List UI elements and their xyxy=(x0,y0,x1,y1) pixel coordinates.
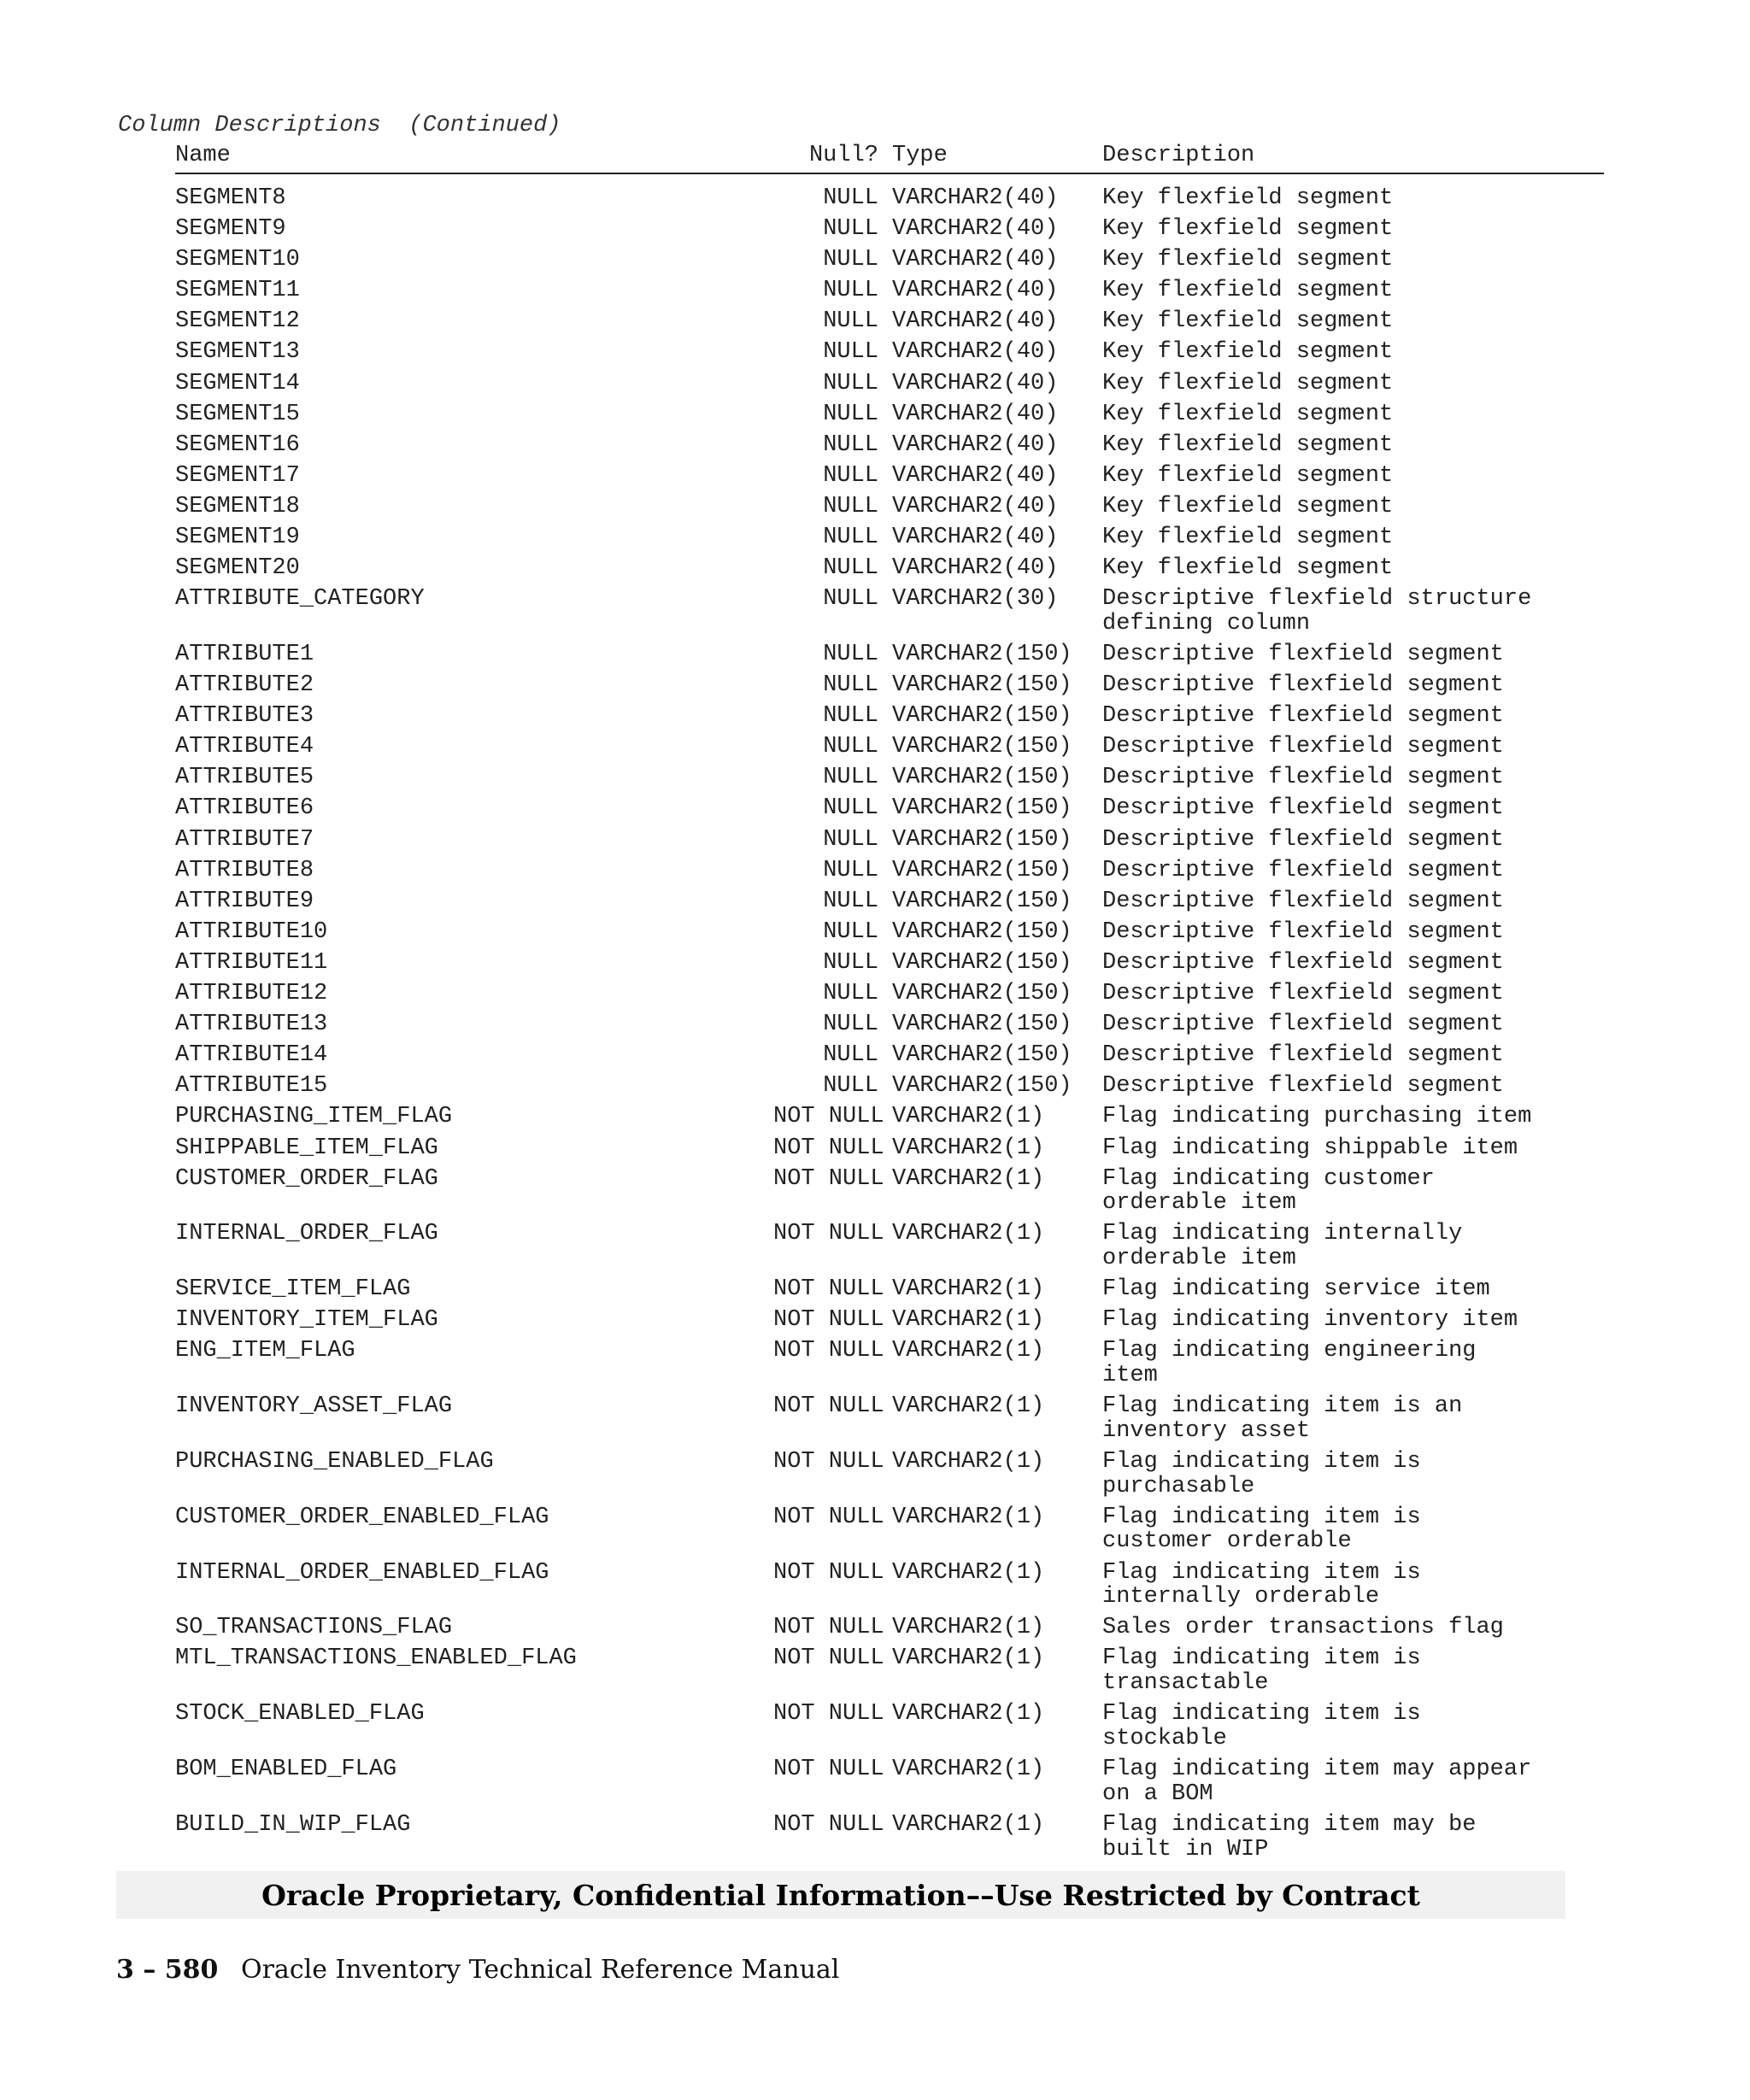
column-name: ENG_ITEM_FLAG xyxy=(175,1338,355,1364)
column-name: ATTRIBUTE7 xyxy=(175,826,314,853)
column-name: ATTRIBUTE4 xyxy=(175,734,314,760)
null-constraint: NULL xyxy=(823,734,878,760)
table-row xyxy=(175,673,1604,698)
null-constraint: NOT NULL xyxy=(773,1135,884,1161)
null-constraint: NULL xyxy=(823,586,878,613)
column-description: Key flexfield segment xyxy=(1102,278,1394,304)
data-type: VARCHAR2(1) xyxy=(892,1811,1045,1838)
column-name: SHIPPABLE_ITEM_FLAG xyxy=(175,1135,438,1161)
table-row xyxy=(175,828,1604,853)
column-name: SEGMENT9 xyxy=(175,216,286,243)
null-constraint: NOT NULL xyxy=(773,1811,884,1838)
data-type: VARCHAR2(40) xyxy=(892,216,1059,243)
column-name: CUSTOMER_ORDER_FLAG xyxy=(175,1165,438,1192)
null-constraint: NULL xyxy=(823,339,878,366)
column-name: SEGMENT11 xyxy=(175,278,300,304)
column-name: INVENTORY_ASSET_FLAG xyxy=(175,1393,453,1420)
table-row xyxy=(175,1074,1604,1099)
column-name: ATTRIBUTE13 xyxy=(175,1012,328,1038)
table-row xyxy=(175,1394,1604,1443)
column-name: SERVICE_ITEM_FLAG xyxy=(175,1276,411,1303)
data-type: VARCHAR2(1) xyxy=(892,1307,1045,1334)
column-description: Descriptive flexfield segment xyxy=(1102,918,1504,945)
null-constraint: NOT NULL xyxy=(773,1701,884,1728)
null-constraint: NOT NULL xyxy=(773,1615,884,1641)
null-constraint: NOT NULL xyxy=(773,1104,884,1130)
null-constraint: NULL xyxy=(823,981,878,1007)
data-type: VARCHAR2(1) xyxy=(892,1757,1045,1783)
column-name: ATTRIBUTE3 xyxy=(175,703,314,730)
column-name: ATTRIBUTE2 xyxy=(175,672,314,699)
column-description: Flag indicating item is purchasable xyxy=(1102,1448,1421,1499)
column-description: Descriptive flexfield segment xyxy=(1102,1042,1504,1069)
null-constraint: NULL xyxy=(823,703,878,730)
column-description: Key flexfield segment xyxy=(1102,493,1394,519)
null-constraint: NULL xyxy=(823,672,878,699)
column-name: MTL_TRANSACTIONS_ENABLED_FLAG xyxy=(175,1645,577,1672)
data-type: VARCHAR2(1) xyxy=(892,1165,1045,1192)
data-type: VARCHAR2(40) xyxy=(892,278,1059,304)
column-name: SEGMENT16 xyxy=(175,431,300,458)
column-name: SEGMENT8 xyxy=(175,185,286,211)
data-type: VARCHAR2(150) xyxy=(892,795,1072,822)
column-name: ATTRIBUTE5 xyxy=(175,765,314,791)
column-description: Descriptive flexfield structure defining column xyxy=(1102,586,1532,636)
null-constraint: NULL xyxy=(823,642,878,668)
data-type: VARCHAR2(1) xyxy=(892,1504,1045,1530)
null-constraint: NOT NULL xyxy=(773,1393,884,1420)
column-description: Flag indicating item may be built in WIP xyxy=(1102,1811,1477,1862)
data-type: VARCHAR2(1) xyxy=(892,1559,1045,1586)
column-description: Flag indicating item is internally orderable xyxy=(1102,1559,1421,1610)
null-constraint: NULL xyxy=(823,857,878,883)
table-body xyxy=(175,174,1604,1862)
column-description: Descriptive flexfield segment xyxy=(1102,703,1504,730)
column-description: Key flexfield segment xyxy=(1102,401,1394,427)
table-row xyxy=(175,340,1604,365)
column-name: SEGMENT13 xyxy=(175,339,300,366)
table-row xyxy=(175,402,1604,427)
null-constraint: NULL xyxy=(823,401,878,427)
column-description: Key flexfield segment xyxy=(1102,339,1394,366)
data-type: VARCHAR2(40) xyxy=(892,493,1059,519)
column-description: Flag indicating item is an inventory asset xyxy=(1102,1393,1463,1444)
column-name: PURCHASING_ITEM_FLAG xyxy=(175,1104,453,1130)
data-type: VARCHAR2(150) xyxy=(892,642,1072,668)
table-row xyxy=(175,1702,1604,1751)
null-constraint: NULL xyxy=(823,1073,878,1100)
null-constraint: NOT NULL xyxy=(773,1276,884,1303)
table-row xyxy=(175,1450,1604,1499)
table-row xyxy=(175,464,1604,489)
column-name: SEGMENT18 xyxy=(175,493,300,519)
column-name: SEGMENT19 xyxy=(175,525,300,551)
null-constraint: NULL xyxy=(823,949,878,976)
null-constraint: NOT NULL xyxy=(773,1645,884,1672)
column-description: Key flexfield segment xyxy=(1102,431,1394,458)
table-row xyxy=(175,642,1604,667)
column-description: Flag indicating item may appear on a BOM xyxy=(1102,1757,1532,1807)
data-type: VARCHAR2(150) xyxy=(892,672,1072,699)
column-name: INTERNAL_ORDER_ENABLED_FLAG xyxy=(175,1559,549,1586)
column-name: BUILD_IN_WIP_FLAG xyxy=(175,1811,411,1838)
table-row xyxy=(175,889,1604,914)
table-row xyxy=(175,1339,1604,1387)
table-row xyxy=(175,217,1604,242)
table-row xyxy=(175,1043,1604,1068)
column-description: Key flexfield segment xyxy=(1102,185,1394,211)
null-constraint: NOT NULL xyxy=(773,1448,884,1475)
header-null: Null? xyxy=(808,143,878,168)
column-description: Key flexfield segment xyxy=(1102,555,1394,582)
table-row xyxy=(175,433,1604,458)
null-constraint: NULL xyxy=(823,795,878,822)
data-type: VARCHAR2(40) xyxy=(892,339,1059,366)
data-type: VARCHAR2(150) xyxy=(892,703,1072,730)
data-type: VARCHAR2(1) xyxy=(892,1701,1045,1728)
header-description: Description xyxy=(1102,143,1255,168)
data-type: VARCHAR2(150) xyxy=(892,949,1072,976)
data-type: VARCHAR2(40) xyxy=(892,370,1059,396)
table-row xyxy=(175,372,1604,396)
page-footer xyxy=(116,1955,839,1985)
null-constraint: NULL xyxy=(823,1042,878,1069)
data-type: VARCHAR2(150) xyxy=(892,734,1072,760)
table-row xyxy=(175,1105,1604,1129)
data-type: VARCHAR2(1) xyxy=(892,1104,1045,1130)
column-name: ATTRIBUTE8 xyxy=(175,857,314,883)
column-name: PURCHASING_ENABLED_FLAG xyxy=(175,1448,494,1475)
data-type: VARCHAR2(150) xyxy=(892,857,1072,883)
table-row xyxy=(175,704,1604,729)
column-description: Descriptive flexfield segment xyxy=(1102,765,1504,791)
table-row xyxy=(175,766,1604,790)
null-constraint: NULL xyxy=(823,278,878,304)
column-name: SEGMENT20 xyxy=(175,555,300,582)
column-description: Key flexfield segment xyxy=(1102,370,1394,396)
table-row xyxy=(175,309,1604,334)
data-type: VARCHAR2(1) xyxy=(892,1615,1045,1641)
table-row xyxy=(175,1308,1604,1333)
header-type: Type xyxy=(892,143,948,168)
column-name: ATTRIBUTE10 xyxy=(175,918,328,945)
data-type: VARCHAR2(150) xyxy=(892,981,1072,1007)
data-type: VARCHAR2(30) xyxy=(892,586,1059,613)
column-description: Descriptive flexfield segment xyxy=(1102,672,1504,699)
column-name: ATTRIBUTE6 xyxy=(175,795,314,822)
table-row xyxy=(175,859,1604,883)
data-type: VARCHAR2(1) xyxy=(892,1338,1045,1364)
table-row xyxy=(175,1757,1604,1806)
data-type: VARCHAR2(40) xyxy=(892,555,1059,582)
null-constraint: NULL xyxy=(823,185,878,211)
table-row xyxy=(175,735,1604,760)
data-type: VARCHAR2(1) xyxy=(892,1448,1045,1475)
column-description: Flag indicating internally orderable item xyxy=(1102,1221,1463,1272)
data-type: VARCHAR2(40) xyxy=(892,247,1059,273)
data-type: VARCHAR2(150) xyxy=(892,1042,1072,1069)
column-description: Key flexfield segment xyxy=(1102,462,1394,489)
table-row xyxy=(175,248,1604,273)
column-description: Key flexfield segment xyxy=(1102,247,1394,273)
null-constraint: NOT NULL xyxy=(773,1221,884,1247)
header-name: Name xyxy=(175,143,231,168)
null-constraint: NULL xyxy=(823,370,878,396)
column-name: ATTRIBUTE15 xyxy=(175,1073,328,1100)
column-name: ATTRIBUTE_CATEGORY xyxy=(175,586,425,613)
manual-title: Oracle Inventory Technical Reference Manual xyxy=(241,1955,840,1985)
column-description: Descriptive flexfield segment xyxy=(1102,642,1504,668)
data-type: VARCHAR2(150) xyxy=(892,888,1072,914)
page-number: 3 – 580 xyxy=(116,1955,219,1985)
column-name: ATTRIBUTE9 xyxy=(175,888,314,914)
column-description: Flag indicating engineering item xyxy=(1102,1338,1477,1389)
column-name: CUSTOMER_ORDER_ENABLED_FLAG xyxy=(175,1504,549,1530)
data-type: VARCHAR2(150) xyxy=(892,765,1072,791)
table-row xyxy=(175,1167,1604,1216)
column-name: SO_TRANSACTIONS_FLAG xyxy=(175,1615,453,1641)
null-constraint: NOT NULL xyxy=(773,1307,884,1334)
data-type: VARCHAR2(1) xyxy=(892,1135,1045,1161)
column-description: Flag indicating item is stockable xyxy=(1102,1701,1421,1751)
column-description: Flag indicating shippable item xyxy=(1102,1135,1518,1161)
column-description: Descriptive flexfield segment xyxy=(1102,857,1504,883)
data-type: VARCHAR2(1) xyxy=(892,1221,1045,1247)
data-type: VARCHAR2(1) xyxy=(892,1645,1045,1672)
data-type: VARCHAR2(40) xyxy=(892,431,1059,458)
null-constraint: NULL xyxy=(823,1012,878,1038)
table-row xyxy=(175,796,1604,821)
column-name: ATTRIBUTE12 xyxy=(175,981,328,1007)
column-name: STOCK_ENABLED_FLAG xyxy=(175,1701,425,1728)
null-constraint: NULL xyxy=(823,888,878,914)
column-description: Flag indicating purchasing item xyxy=(1102,1104,1532,1130)
column-descriptions-table xyxy=(175,144,1604,1868)
column-name: ATTRIBUTE14 xyxy=(175,1042,328,1069)
null-constraint: NOT NULL xyxy=(773,1559,884,1586)
column-name: INTERNAL_ORDER_FLAG xyxy=(175,1221,438,1247)
table-row xyxy=(175,495,1604,519)
data-type: VARCHAR2(40) xyxy=(892,185,1059,211)
table-caption: Column Descriptions (Continued) xyxy=(118,113,561,138)
table-row xyxy=(175,1646,1604,1695)
column-name: SEGMENT17 xyxy=(175,462,300,489)
table-row xyxy=(175,186,1604,211)
table-row xyxy=(175,556,1604,581)
table-row xyxy=(175,525,1604,550)
column-description: Key flexfield segment xyxy=(1102,525,1394,551)
data-type: VARCHAR2(1) xyxy=(892,1276,1045,1303)
table-row xyxy=(175,1813,1604,1862)
table-row xyxy=(175,951,1604,976)
data-type: VARCHAR2(40) xyxy=(892,401,1059,427)
null-constraint: NULL xyxy=(823,525,878,551)
column-name: SEGMENT12 xyxy=(175,308,300,335)
table-row xyxy=(175,920,1604,945)
data-type: VARCHAR2(1) xyxy=(892,1393,1045,1420)
column-name: SEGMENT15 xyxy=(175,401,300,427)
table-row xyxy=(175,279,1604,303)
column-description: Descriptive flexfield segment xyxy=(1102,826,1504,853)
column-description: Descriptive flexfield segment xyxy=(1102,981,1504,1007)
column-name: SEGMENT10 xyxy=(175,247,300,273)
data-type: VARCHAR2(40) xyxy=(892,525,1059,551)
null-constraint: NULL xyxy=(823,918,878,945)
table-row xyxy=(175,1012,1604,1037)
data-type: VARCHAR2(150) xyxy=(892,918,1072,945)
table-row xyxy=(175,1561,1604,1610)
table-row xyxy=(175,1277,1604,1302)
table-row xyxy=(175,982,1604,1006)
column-name: ATTRIBUTE11 xyxy=(175,949,328,976)
column-description: Flag indicating customer orderable item xyxy=(1102,1165,1435,1217)
column-description: Descriptive flexfield segment xyxy=(1102,949,1504,976)
column-description: Sales order transactions flag xyxy=(1102,1615,1504,1641)
data-type: VARCHAR2(150) xyxy=(892,826,1072,853)
column-description: Descriptive flexfield segment xyxy=(1102,1012,1504,1038)
null-constraint: NOT NULL xyxy=(773,1757,884,1783)
null-constraint: NULL xyxy=(823,247,878,273)
column-description: Key flexfield segment xyxy=(1102,216,1394,243)
column-name: SEGMENT14 xyxy=(175,370,300,396)
null-constraint: NULL xyxy=(823,765,878,791)
table-header xyxy=(175,144,1604,174)
column-description: Flag indicating service item xyxy=(1102,1276,1490,1303)
data-type: VARCHAR2(150) xyxy=(892,1012,1072,1038)
column-description: Flag indicating item is transactable xyxy=(1102,1645,1421,1697)
null-constraint: NULL xyxy=(823,431,878,458)
column-description: Descriptive flexfield segment xyxy=(1102,795,1504,822)
column-description: Flag indicating inventory item xyxy=(1102,1307,1518,1334)
table-row xyxy=(175,1505,1604,1554)
table-row xyxy=(175,1222,1604,1270)
column-name: ATTRIBUTE1 xyxy=(175,642,314,668)
column-description: Key flexfield segment xyxy=(1102,308,1394,335)
table-row xyxy=(175,587,1604,636)
null-constraint: NOT NULL xyxy=(773,1504,884,1530)
column-description: Flag indicating item is customer orderable xyxy=(1102,1504,1421,1555)
null-constraint: NULL xyxy=(823,555,878,582)
null-constraint: NOT NULL xyxy=(773,1338,884,1364)
null-constraint: NULL xyxy=(823,462,878,489)
column-description: Descriptive flexfield segment xyxy=(1102,888,1504,914)
column-name: BOM_ENABLED_FLAG xyxy=(175,1757,397,1783)
data-type: VARCHAR2(40) xyxy=(892,308,1059,335)
column-description: Descriptive flexfield segment xyxy=(1102,1073,1504,1100)
null-constraint: NULL xyxy=(823,493,878,519)
table-row xyxy=(175,1136,1604,1161)
column-name: INVENTORY_ITEM_FLAG xyxy=(175,1307,438,1334)
column-description: Descriptive flexfield segment xyxy=(1102,734,1504,760)
null-constraint: NULL xyxy=(823,216,878,243)
table-row xyxy=(175,1616,1604,1640)
null-constraint: NOT NULL xyxy=(773,1165,884,1192)
confidential-banner: Oracle Proprietary, Confidential Information––Use Restricted by Contract xyxy=(116,1871,1565,1919)
data-type: VARCHAR2(40) xyxy=(892,462,1059,489)
data-type: VARCHAR2(150) xyxy=(892,1073,1072,1100)
null-constraint: NULL xyxy=(823,308,878,335)
null-constraint: NULL xyxy=(823,826,878,853)
